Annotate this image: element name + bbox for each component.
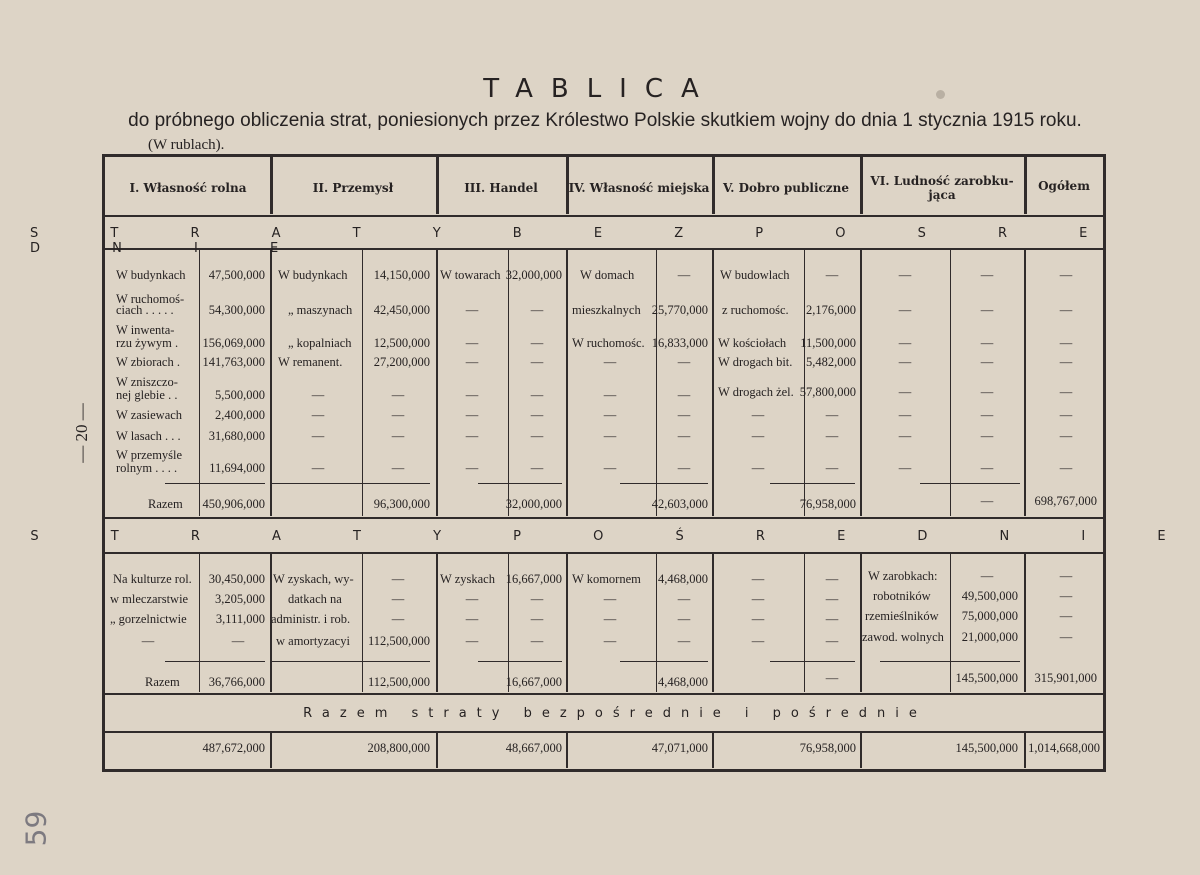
indirect-section-bottom-rule [105,693,1103,695]
table-cell: w mleczarstwie [110,592,189,606]
subtotal-rule [478,661,562,662]
table-cell: — [1059,569,1073,583]
table-cell: 75,000,000 [961,609,1018,623]
subtotal-value: 96,300,000 [373,497,430,511]
table-cell: — [825,612,839,626]
table-cell: rzemieślników [865,609,939,623]
table-cell: robotników [873,589,931,603]
table-cell: — [980,408,994,422]
total-column-divider [1024,733,1026,768]
header-bottom-rule [105,215,1103,217]
table-cell: W zbiorach . [116,355,180,369]
table-cell: — [898,429,912,443]
table-cell: — [465,429,479,443]
table-cell: 25,770,000 [651,303,708,317]
table-cell: 16,833,000 [651,336,708,350]
column-header-ludnosc-cont: jąca [928,188,956,202]
table-cell: 16,667,000 [505,572,562,586]
table-cell: 2,400,000 [215,408,265,422]
subtotal-value: 450,906,000 [202,497,265,511]
total-column-divider [860,733,862,768]
table-cell: — [465,408,479,422]
table-cell: — [898,268,912,282]
table-cell: — [677,461,691,475]
table-cell: — [603,461,617,475]
column-header-miejska: IV. Własność miejska [568,181,710,195]
page-number: — 20 — [72,403,91,463]
table-cell: — [141,634,155,648]
table-cell: — [825,572,839,586]
table-cell: — [1059,461,1073,475]
direct-column-divider [712,250,714,516]
table-cell: — [603,408,617,422]
table-cell: — [391,612,405,626]
subtotal-value: 42,603,000 [651,497,708,511]
table-cell: — [311,408,325,422]
table-cell: W drogach żel. [718,385,794,399]
table-cell: 32,000,000 [505,268,562,282]
direct-column-divider [508,250,509,516]
table-cell: w amortyzacyi [276,634,350,648]
table-cell: W budynkach [116,268,186,282]
table-cell: — [603,355,617,369]
indirect-column-divider [199,554,200,692]
table-cell: — [677,429,691,443]
table-cell: — [1059,609,1073,623]
column-header-ludnosc: VI. Ludność zarobku- [870,174,1014,188]
table-cell: — [751,461,765,475]
total-value: 487,672,000 [202,741,265,755]
table-cell: 49,500,000 [961,589,1018,603]
table-cell: — [311,461,325,475]
table-cell: — [677,592,691,606]
table-cell: W lasach . . . [116,429,181,443]
table-cell: — [530,355,544,369]
table-cell: 30,450,000 [208,572,265,586]
column-header-rolna: I. Własność rolna [129,181,247,195]
total-value: 145,500,000 [955,741,1018,755]
table-cell: mieszkalnych [572,303,641,317]
table-cell: — [677,612,691,626]
table-cell: 21,000,000 [961,630,1018,644]
table-cell: — [1059,408,1073,422]
table-cell: 31,680,000 [208,429,265,443]
table-cell: — [677,355,691,369]
subtotal-value: 4,468,000 [658,675,708,689]
table-cell: — [311,388,325,402]
table-cell: — [465,461,479,475]
subtotal-value: 32,000,000 [505,497,562,511]
direct-column-divider [199,250,200,516]
subtotal-value: 112,500,000 [367,675,430,689]
subtotal-rule [165,483,265,484]
table-cell: 4,468,000 [658,572,708,586]
table-cell: — [465,634,479,648]
table-cell: — [751,408,765,422]
subtotal-rule [770,661,855,662]
table-cell: — [1059,630,1073,644]
table-cell: z ruchomośc. [722,303,789,317]
direct-column-divider [436,250,438,516]
table-cell: — [530,429,544,443]
table-cell: — [391,408,405,422]
table-cell: W domach [580,268,635,282]
table-cell: W budynkach [278,268,348,282]
table-cell: — [1059,355,1073,369]
table-cell: — [825,268,839,282]
table-cell: — [980,461,994,475]
table-cell: — [391,572,405,586]
table-cell: — [603,388,617,402]
subtotal-rule [478,483,562,484]
table-cell: 14,150,000 [373,268,430,282]
table-cell: zawod. wolnych [862,630,944,644]
total-column-divider [436,733,438,768]
table-cell: W inwenta- [116,323,175,337]
table-cell: — [1059,589,1073,603]
table-cell: — [980,355,994,369]
column-header-handel: III. Handel [464,181,538,195]
grand-total-indirect: 315,901,000 [1034,671,1097,685]
table-cell: Na kulturze rol. [113,572,192,586]
total-value: 47,071,000 [651,741,708,755]
table-cell: — [1059,268,1073,282]
table-cell: — [751,572,765,586]
table-cell: — [677,634,691,648]
total-value: 48,667,000 [505,741,562,755]
table-cell: — [311,429,325,443]
table-cell: — [530,388,544,402]
subtotal-rule [272,661,430,662]
subtotal-rule [272,483,430,484]
table-cell: — [530,612,544,626]
table-cell: — [898,355,912,369]
table-cell: — [391,388,405,402]
table-cell: — [1059,385,1073,399]
table-cell: — [898,385,912,399]
table-cell: „ gorzelnictwie [110,612,187,626]
column-header-ogolem: Ogółem [1038,179,1090,193]
table-cell: rzu żywym . [116,336,179,350]
table-cell: — [465,355,479,369]
table-cell: W remanent. [278,355,343,369]
table-cell: — [465,592,479,606]
direct-section-bottom-rule [105,517,1103,519]
table-cell: — [898,408,912,422]
table-cell: W budowlach [720,268,790,282]
table-cell: — [391,461,405,475]
table-cell: 57,800,000 [799,385,856,399]
subtotal-value: 76,958,000 [799,497,856,511]
subtotal-value: 145,500,000 [955,671,1018,685]
handwritten-margin-note: 59 [19,810,53,847]
table-cell: — [603,634,617,648]
table-cell: — [530,461,544,475]
direct-column-divider [950,250,951,516]
column-header-przemysl: II. Przemysł [312,181,394,195]
table-cell: — [980,336,994,350]
section-band-direct: S T R A T Y B E Z P O S R E D N I E [30,226,1122,256]
table-cell: 112,500,000 [367,634,430,648]
table-cell: W zasiewach [116,408,183,422]
table-cell: — [825,429,839,443]
total-column-divider [566,733,568,768]
table-cell: — [603,592,617,606]
page-title: TABLICA [483,74,717,104]
table-cell: W zyskach, wy- [273,572,354,586]
table-cell: — [465,303,479,317]
direct-column-divider [860,250,862,516]
table-cell: 156,069,000 [202,336,265,350]
table-cell: — [751,634,765,648]
table-cell: — [751,592,765,606]
table-cell: W przemyśle [116,448,183,462]
table-cell: — [825,408,839,422]
direct-column-divider [566,250,568,516]
subtotal-label: Razem [145,675,180,689]
subtotal-rule [920,483,1020,484]
subtotal-value: — [825,671,839,685]
table-cell: — [898,303,912,317]
table-cell: 3,205,000 [215,592,265,606]
currency-unit-note: (W rublach). [148,137,225,153]
table-cell: 5,500,000 [215,388,265,402]
table-cell: — [391,592,405,606]
table-cell: — [603,429,617,443]
table-cell: — [391,429,405,443]
table-cell: — [465,336,479,350]
band-total-rule [105,731,1103,733]
table-cell: — [530,634,544,648]
total-column-divider [270,733,272,768]
table-cell: W zniszczo- [116,375,178,389]
table-cell: 27,200,000 [373,355,430,369]
table-cell: 42,450,000 [373,303,430,317]
direct-column-divider [656,250,657,516]
total-column-divider [712,733,714,768]
total-value: 76,958,000 [799,741,856,755]
table-cell: — [825,461,839,475]
table-cell: W ruchomośc. [572,336,645,350]
direct-column-divider [362,250,363,516]
table-cell: rolnym . . . . [116,461,178,475]
table-cell: — [530,408,544,422]
table-cell: W komornem [572,572,641,586]
section-band-indirect: S T R A T Y P O Ś R E D N I E [30,529,1200,544]
table-cell: 12,500,000 [373,336,430,350]
table-cell: — [1059,336,1073,350]
table-cell: — [677,408,691,422]
table-cell: — [530,336,544,350]
table-cell: — [898,336,912,350]
table-cell: 5,482,000 [806,355,856,369]
table-cell: „ maszynach [288,303,353,317]
table-cell: W kościołach [718,336,787,350]
table-cell: — [898,461,912,475]
direct-column-divider [804,250,805,516]
subtotal-value: — [980,494,994,508]
subtotal-rule [620,661,708,662]
subtotal-rule [770,483,855,484]
section-band-total: Razem straty bezpośrednie i pośrednie [303,706,927,721]
grand-total: 1,014,668,000 [1028,741,1100,755]
table-cell: 11,500,000 [800,336,856,350]
table-cell: — [530,592,544,606]
table-cell: — [677,268,691,282]
table-cell: 47,500,000 [208,268,265,282]
table-cell: — [980,268,994,282]
subtotal-rule [165,661,265,662]
table-cell: — [231,634,245,648]
page-subtitle: do próbnego obliczenia strat, poniesionych przez Królestwo Polskie skutkiem wojny do dnia 1 stycznia 1915 roku. [128,110,1082,131]
direct-column-divider [270,250,272,516]
table-cell: administr. i rob. [271,612,351,626]
table-cell: 141,763,000 [202,355,265,369]
table-cell: nej glebie . . [116,388,178,402]
table-cell: 3,111,000 [215,612,265,626]
band-indirect-rule [105,552,1103,554]
table-cell: — [677,388,691,402]
table-cell: W towarach [440,268,501,282]
subtotal-label: Razem [148,497,183,511]
grand-total-direct: 698,767,000 [1034,494,1097,508]
table-cell: — [980,303,994,317]
table-cell: W ruchomoś- [116,292,185,306]
table-cell: — [825,592,839,606]
table-cell: W drogach bit. [718,355,793,369]
table-cell: — [825,634,839,648]
table-cell: W zyskach [440,572,495,586]
table-cell: 2,176,000 [806,303,856,317]
table-cell: ciach . . . . . [116,303,174,317]
table-cell: — [751,429,765,443]
table-cell: — [980,429,994,443]
table-cell: 11,694,000 [209,461,265,475]
table-cell: „ kopalniach [288,336,352,350]
table-cell: — [980,385,994,399]
table-cell: — [980,569,994,583]
table-cell: — [1059,303,1073,317]
table-cell: — [465,388,479,402]
total-value: 208,800,000 [367,741,430,755]
column-header-dobro: V. Dobro publiczne [723,181,849,195]
table-cell: — [603,612,617,626]
table-cell: — [1059,429,1073,443]
subtotal-value: 16,667,000 [505,675,562,689]
table-cell: — [465,612,479,626]
table-cell: — [751,612,765,626]
table-cell: 54,300,000 [208,303,265,317]
subtotal-value: 36,766,000 [208,675,265,689]
subtotal-rule [620,483,708,484]
direct-column-divider [1024,250,1026,516]
table-cell: datkach na [288,592,342,606]
table-cell: — [530,303,544,317]
table-cell: W zarobkach: [868,569,938,583]
